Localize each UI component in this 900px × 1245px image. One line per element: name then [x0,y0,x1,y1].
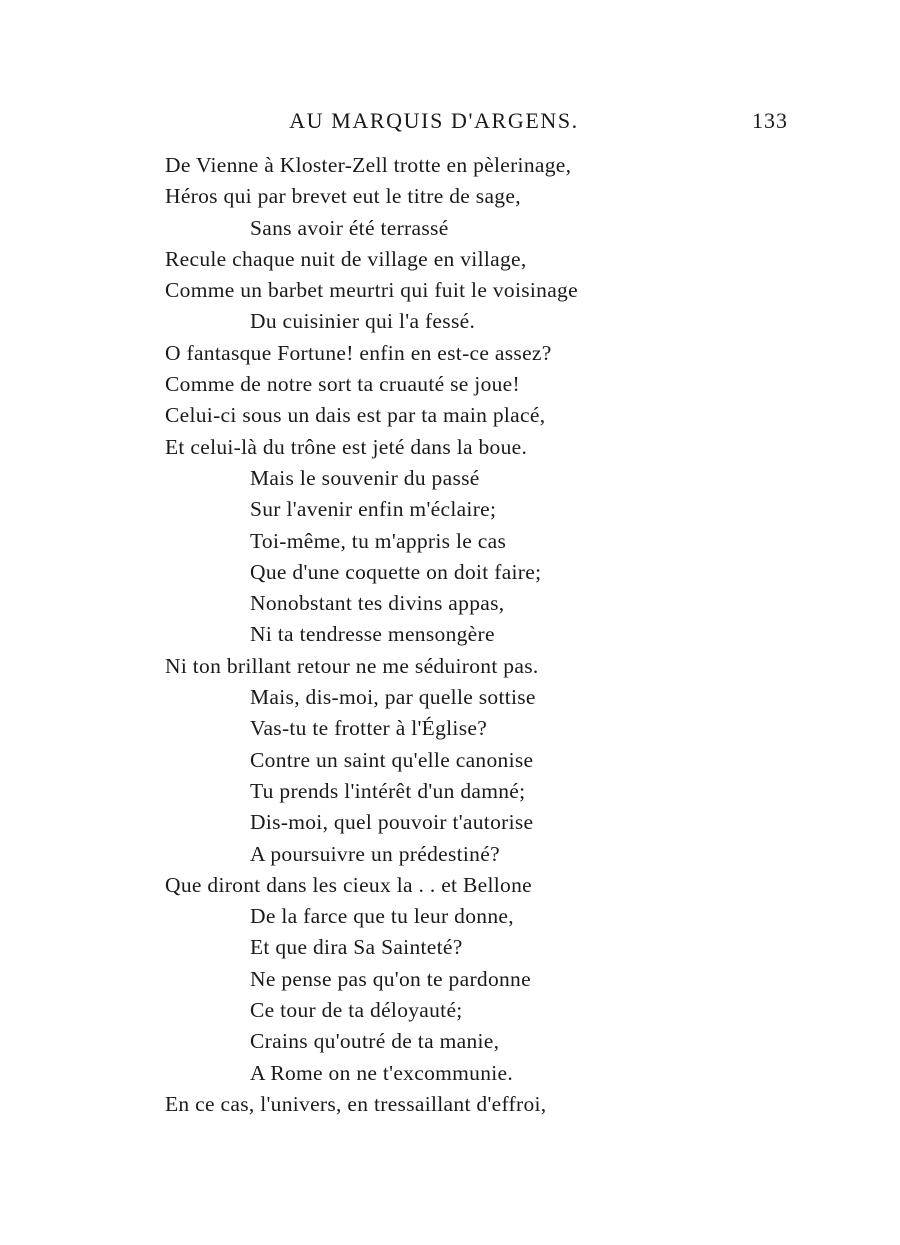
verse-line: Mais le souvenir du passé [250,465,480,490]
verse-line: O fantasque Fortune! enfin en est-ce assez? [165,340,552,365]
verse-line: Du cuisinier qui l'a fessé. [250,309,476,334]
verse-line: Et que dira Sa Sainteté? [250,935,463,960]
verse-line: Vas-tu te frotter à l'Église? [250,716,488,741]
verse-line: De Vienne à Kloster-Zell trotte en pèlerinage, [165,153,572,177]
verse-line: A Rome on ne t'excommunie. [250,1060,514,1085]
verse-line: Dis-moi, quel pouvoir t'autorise [250,810,534,835]
verse-line: Toi-même, tu m'appris le cas [250,528,507,553]
verse-line: A poursuivre un prédestiné? [250,841,500,866]
verse-line: De la farce que tu leur donne, [250,904,514,929]
verse-line: En ce cas, l'univers, en tressaillant d'effroi, [165,1091,547,1116]
verse-line: Sur l'avenir enfin m'éclaire; [250,497,497,522]
verse-line: Ce tour de ta déloyauté; [250,998,463,1023]
verse-line: Mais, dis-moi, par quelle sottise [250,685,536,710]
verse-line: Sans avoir été terrassé [250,215,449,240]
verse-line: Tu prends l'intérêt d'un damné; [250,778,526,803]
verse-line: Nonobstant tes divins appas, [250,591,505,616]
verse-line: Comme de notre sort ta cruauté se joue! [165,372,520,397]
verse-line: Ne pense pas qu'on te pardonne [250,966,531,991]
page-number: 133 [752,108,788,133]
verse-line: Comme un barbet meurtri qui fuit le voisinage [165,278,578,303]
running-head [0,106,900,136]
verse-line: Que d'une coquette on doit faire; [250,559,542,584]
verse-line: Et celui-là du trône est jeté dans la boue. [165,434,528,459]
verse-line: Recule chaque nuit de village en village, [165,246,527,271]
verse-line: Que diront dans les cieux la . . et Bellone [165,872,532,897]
verse-line: Ni ton brillant retour ne me séduiront pas. [165,653,539,678]
verse-line: Celui-ci sous un dais est par ta main placé, [165,403,546,428]
running-title: AU MARQUIS D'ARGENS. [289,108,579,133]
verse-line: Ni ta tendresse mensongère [250,622,495,647]
verse-line: Héros qui par brevet eut le titre de sage, [165,184,521,209]
verse-line: Contre un saint qu'elle canonise [250,747,534,772]
poem-verse [165,150,845,1120]
verse-line: Crains qu'outré de ta manie, [250,1029,500,1054]
